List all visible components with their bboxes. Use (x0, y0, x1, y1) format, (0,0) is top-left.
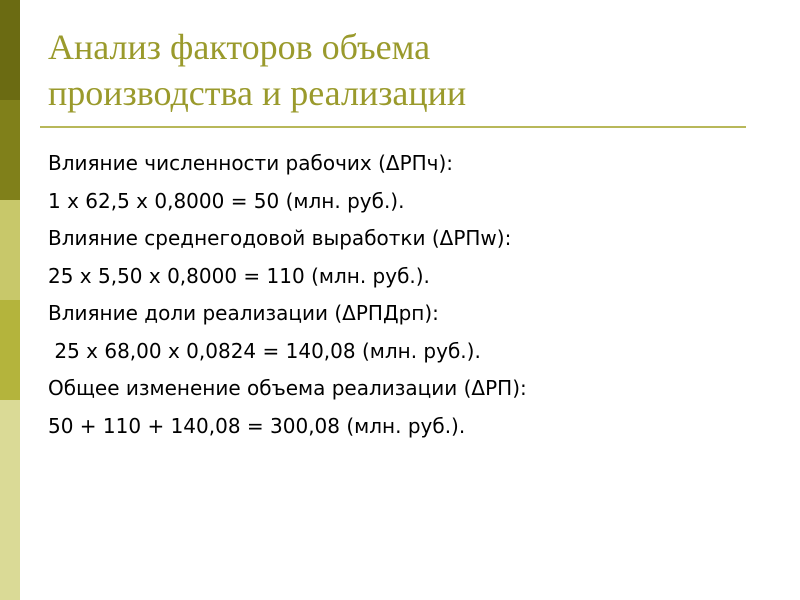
title-line-2: производства и реализации (48, 73, 467, 113)
sidebar-segment (0, 0, 20, 100)
sidebar-segment (0, 400, 20, 600)
body-line-share-heading: Влияние доли реализации (ΔРПДрп): (48, 301, 439, 325)
slide-body (48, 145, 768, 445)
sidebar-segment (0, 200, 20, 300)
body-line-output-heading: Влияние среднегодовой выработки (ΔРПw): (48, 226, 512, 250)
body-line-total-calc: 50 + 110 + 140,08 = 300,08 (млн. руб.). (48, 413, 466, 438)
body-line-workers-heading: Влияние численности рабочих (ΔРПч): (48, 151, 454, 175)
sidebar-decoration (0, 0, 20, 600)
title-line-1: Анализ факторов объема (48, 27, 431, 67)
sidebar-segment (0, 300, 20, 400)
title-divider (40, 126, 746, 128)
body-line-total-heading: Общее изменение объема реализации (ΔРП): (48, 376, 527, 400)
body-line-workers-calc: 1 х 62,5 х 0,8000 = 50 (млн. руб.). (48, 188, 405, 213)
slide-title (48, 24, 768, 116)
body-line-share-calc: 25 х 68,00 х 0,0824 = 140,08 (млн. руб.). (48, 338, 481, 363)
body-line-output-calc: 25 х 5,50 х 0,8000 = 110 (млн. руб.). (48, 263, 430, 288)
sidebar-segment (0, 100, 20, 200)
